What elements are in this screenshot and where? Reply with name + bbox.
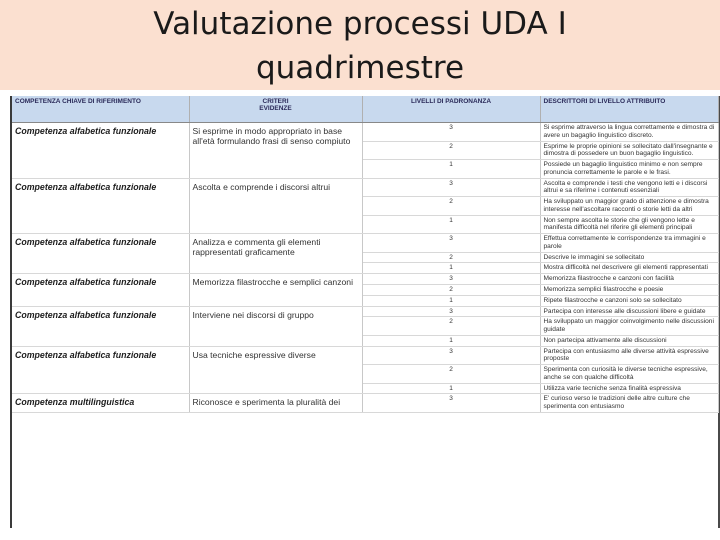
descrittore-cell: Descrive le immagini se sollecitato [540, 252, 718, 263]
rubric-table [12, 96, 719, 413]
livello-cell: 1 [362, 383, 540, 394]
competenza-cell: Competenza alfabetica funzionale [12, 234, 189, 274]
header-criteri-label: CRITERI [262, 98, 289, 105]
table-header-row [12, 96, 718, 123]
header-livelli: LIVELLI DI PADRONANZA [362, 96, 540, 123]
slide-title [0, 2, 720, 90]
descrittore-cell: Partecipa con interesse alle discussioni libere e guidate [540, 306, 718, 317]
livello-cell: 3 [362, 123, 540, 142]
livello-cell: 2 [362, 197, 540, 216]
descrittore-cell: Utilizza varie tecniche senza finalità espressiva [540, 383, 718, 394]
header-evidenze-label: EVIDENZE [259, 105, 292, 112]
descrittore-cell: Sperimenta con curiosità le diverse tecniche espressive, anche se con qualche difficoltà [540, 365, 718, 384]
rubric-body [12, 123, 718, 413]
table-row [12, 274, 718, 285]
descrittore-cell: Partecipa con entusiasmo alle diverse attività espressive proposte [540, 346, 718, 365]
livello-cell: 1 [362, 335, 540, 346]
rubric-document [10, 96, 720, 528]
header-descrittori: DESCRITTORI DI LIVELLO ATTRIBUITO [540, 96, 718, 123]
criterio-cell: Ascolta e comprende i discorsi altrui [189, 178, 362, 234]
livello-cell: 3 [362, 234, 540, 253]
descrittore-cell: Effettua correttamente le corrispondenze tra immagini e parole [540, 234, 718, 253]
livello-cell: 3 [362, 394, 540, 413]
livello-cell: 1 [362, 295, 540, 306]
descrittore-cell: E' curioso verso le tradizioni delle altre culture che sperimenta con entusiasmo [540, 394, 718, 413]
descrittore-cell: Ripete filastrocche e canzoni solo se sollecitato [540, 295, 718, 306]
table-row [12, 123, 718, 142]
competenza-cell: Competenza multilinguistica [12, 394, 189, 413]
competenza-cell: Competenza alfabetica funzionale [12, 178, 189, 234]
table-row [12, 178, 718, 197]
descrittore-cell: Possiede un bagaglio linguistico minimo e non sempre pronuncia correttamente le parole e le frasi. [540, 160, 718, 179]
criterio-cell: Riconosce e sperimenta la pluralità dei [189, 394, 362, 413]
livello-cell: 1 [362, 160, 540, 179]
descrittore-cell: Memorizza filastrocche e canzoni con facilità [540, 274, 718, 285]
descrittore-cell: Si esprime attraverso la lingua correttamente e dimostra di avere un bagaglio linguistico discreto. [540, 123, 718, 142]
competenza-cell: Competenza alfabetica funzionale [12, 274, 189, 306]
livello-cell: 1 [362, 215, 540, 234]
livello-cell: 3 [362, 274, 540, 285]
descrittore-cell: Ascolta e comprende i testi che vengono letti e i discorsi altrui e sa riferirne i contenuti essenziali [540, 178, 718, 197]
livello-cell: 3 [362, 178, 540, 197]
table-row [12, 234, 718, 253]
criterio-cell: Memorizza filastrocche e semplici canzoni [189, 274, 362, 306]
livello-cell: 3 [362, 346, 540, 365]
descrittore-cell: Non partecipa attivamente alle discussioni [540, 335, 718, 346]
competenza-cell: Competenza alfabetica funzionale [12, 123, 189, 179]
descrittore-cell: Ha sviluppato un maggior coinvolgimento nelle discussioni guidate [540, 317, 718, 336]
header-competenza: COMPETENZA CHIAVE DI RIFERIMENTO [12, 96, 189, 123]
livello-cell: 2 [362, 252, 540, 263]
competenza-cell: Competenza alfabetica funzionale [12, 306, 189, 346]
table-row [12, 394, 718, 413]
descrittore-cell: Memorizza semplici filastrocche e poesie [540, 285, 718, 296]
criterio-cell: Analizza e commenta gli elementi rappresentati graficamente [189, 234, 362, 274]
table-row [12, 306, 718, 317]
descrittore-cell: Non sempre ascolta le storie che gli vengono lette e manifesta difficoltà nel riferire gli elementi principali [540, 215, 718, 234]
criterio-cell: Interviene nei discorsi di gruppo [189, 306, 362, 346]
descrittore-cell: Esprime le proprie opinioni se sollecitato dall'insegnante e dimostra di possedere un buon bagaglio linguistico. [540, 141, 718, 160]
header-criteri [189, 96, 362, 123]
livello-cell: 2 [362, 141, 540, 160]
competenza-cell: Competenza alfabetica funzionale [12, 346, 189, 394]
livello-cell: 2 [362, 365, 540, 384]
criterio-cell: Si esprime in modo appropriato in base all'età formulando frasi di senso compiuto [189, 123, 362, 179]
descrittore-cell: Ha sviluppato un maggior grado di attenzione e dimostra interesse nell'ascoltare racconti o storie letti da altri [540, 197, 718, 216]
livello-cell: 2 [362, 317, 540, 336]
livello-cell: 1 [362, 263, 540, 274]
livello-cell: 2 [362, 285, 540, 296]
slide-title-line1: Valutazione processi UDA I [153, 6, 567, 42]
table-row [12, 346, 718, 365]
livello-cell: 3 [362, 306, 540, 317]
slide-title-line2: quadrimestre [255, 50, 465, 86]
criterio-cell: Usa tecniche espressive diverse [189, 346, 362, 394]
descrittore-cell: Mostra difficoltà nel descrivere gli elementi rappresentati [540, 263, 718, 274]
